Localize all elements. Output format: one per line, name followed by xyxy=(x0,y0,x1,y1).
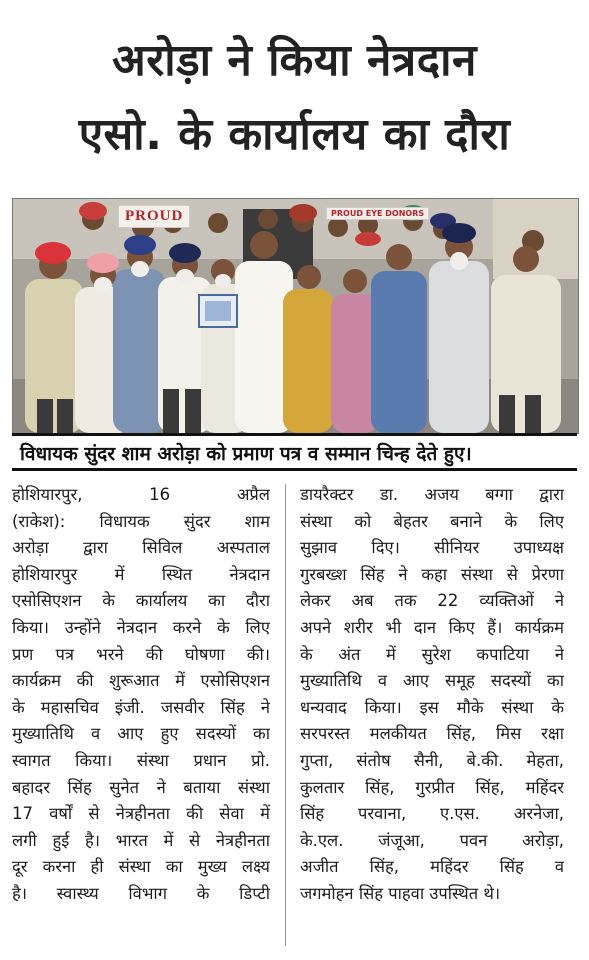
headline-line-1: अरोड़ा ने किया नेत्रदान xyxy=(112,35,477,86)
article-line: गुप्ता, संतोष सैनी, बे.की. मेहता, xyxy=(300,750,564,770)
article-line: है। स्वास्थ्य विभाग के डिप्टी xyxy=(12,883,270,903)
article-line: अजीत सिंह, महिंदर सिंह व xyxy=(300,857,564,877)
photo-caption-bar xyxy=(12,433,577,471)
article-line: एसोसिएशन के कार्यालय का दौरा xyxy=(12,591,270,611)
news-photo xyxy=(12,198,579,434)
article-line: संस्था को बेहतर बनाने के लिए xyxy=(300,511,564,531)
article-line: के महासचिव इंजी. जसवीर सिंह ने xyxy=(12,697,270,717)
article-line: स्वागत किया। संस्था प्रधान प्रो. xyxy=(12,750,270,770)
article-column-right xyxy=(300,482,564,908)
article-line: डायरैक्टर डा. अजय बग्गा द्वारा xyxy=(300,485,564,504)
article-line: कार्यक्रम की शुरूआत में एसोसिएशन xyxy=(12,671,270,691)
headline-line-2: एसो. के कार्यालय का दौरा xyxy=(78,109,511,160)
article-line: गुरबख्श सिंह ने कहा संस्था से प्रेरणा xyxy=(300,564,564,584)
article-line: लगी हुई है। भारत में से नेत्रहीनता xyxy=(12,830,270,850)
column-divider xyxy=(285,484,286,946)
article-line: होशियारपुर, 16 अप्रैल xyxy=(12,485,270,504)
article-line: लेकर अब तक 22 व्यक्तिओं ने xyxy=(300,591,564,611)
banner-proud: PROUD xyxy=(118,205,190,228)
article-line: प्रण पत्र भरने की घोषणा की। xyxy=(12,644,270,664)
article-line: अरोड़ा द्वारा सिविल अस्पताल xyxy=(12,538,270,558)
article-line: सिंह परवाना, ए.एस. अरनेजा, xyxy=(300,804,564,824)
article-line: बहादर सिंह सुनेत ने बताया संस्था xyxy=(12,777,270,797)
article-line: (राकेश): विधायक सुंदर शाम xyxy=(12,511,270,531)
article-line: 17 वर्षों से नेत्रहीनता की सेवा में xyxy=(12,804,270,824)
article-line: मुख्यातिथि व आए हुए सदस्यों का xyxy=(12,724,270,744)
group-photo-illustration xyxy=(13,199,578,433)
article-line: कुलतार सिंह, गुरप्रीत सिंह, महिंदर xyxy=(300,777,564,797)
banner-eye-donors: PROUD EYE DONORS xyxy=(326,207,429,220)
article-line: धन्यवाद किया। इस मौके संस्था के xyxy=(300,697,564,717)
article-line: सुझाव दिए। सीनियर उपाध्यक्ष xyxy=(300,538,564,558)
article-column-left xyxy=(12,482,270,908)
photo-caption: विधायक सुंदर शाम अरोड़ा को प्रमाण पत्र व सम्मान चिन्ह देते हुए। xyxy=(20,443,472,465)
article-line: के.एल. जंजूआ, पवन अरोड़ा, xyxy=(300,830,564,850)
article-line: जगमोहन सिंह पाहवा उपस्थित थे। xyxy=(300,883,501,903)
article-line: किया। उन्होंने नेत्रदान करने के लिए xyxy=(12,617,270,637)
article-line: के अंत में सुरेश कपाटिया ने xyxy=(300,644,564,664)
article-line: दूर करना ही संस्था का मुख्य लक्ष्य xyxy=(12,857,270,877)
article-line: होशियारपुर में स्थित नेत्रदान xyxy=(12,564,270,584)
article-line: सरपरस्त मलकीयत सिंह, मिस रक्षा xyxy=(300,724,564,744)
article-line: मुख्यातिथि व आए समूह सदस्यों का xyxy=(300,671,564,691)
article-line: अपने शरीर भी दान किए हैं। कार्यक्रम xyxy=(300,617,564,637)
